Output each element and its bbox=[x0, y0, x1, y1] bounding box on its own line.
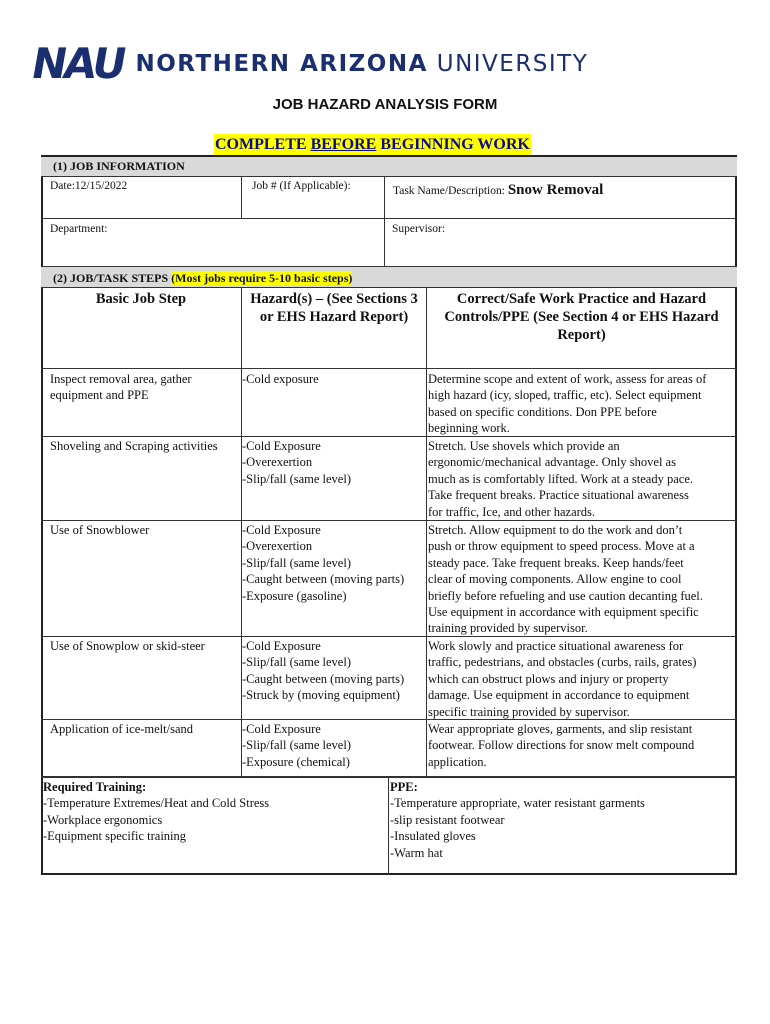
control-cell: Work slowly and practice situational awareness for traffic, pedestrians, and obstacles (curbs, rails, grates) which can obstruct plows and injury or property damage. Use equipment in accordance to equipment specific training provided by supervisor. bbox=[428, 639, 697, 719]
step-cell: Use of Snowblower bbox=[50, 523, 150, 537]
divider bbox=[41, 636, 737, 637]
form-title: JOB HAZARD ANALYSIS FORM bbox=[272, 96, 498, 113]
ppe-title: PPE: bbox=[390, 780, 418, 794]
step-cell: Application of ice-melt/sand bbox=[50, 722, 194, 736]
col-header-hazards: Hazard(s) – (See Sections 3 or EHS Hazard Report) bbox=[250, 291, 418, 325]
job-number-field[interactable]: Job # (If Applicable): bbox=[252, 180, 351, 192]
logo-university-name: NORTHERN ARIZONA UNIVERSITY bbox=[135, 51, 589, 77]
divider bbox=[41, 776, 737, 778]
task-steps-section-header: (2) JOB/TASK STEPS (Most jobs require 5-10 basic steps) bbox=[41, 267, 737, 287]
hazard-cell: -Cold Exposure -Overexertion -Slip/fall (same level) -Caught between (moving parts) -Exposure (gasoline) bbox=[242, 523, 405, 603]
required-training-title: Required Training: bbox=[43, 780, 147, 794]
control-cell: Wear appropriate gloves, garments, and slip resistant footwear. Follow directions for snow melt compound application. bbox=[428, 722, 695, 769]
hazard-cell: -Cold Exposure -Slip/fall (same level) -Caught between (moving parts) -Struck by (moving equipment) bbox=[242, 639, 405, 703]
col-header-basic-step: Basic Job Step bbox=[95, 291, 187, 307]
divider bbox=[41, 218, 737, 219]
nau-logo bbox=[27, 39, 589, 88]
divider bbox=[41, 287, 737, 288]
col-header-controls: Correct/Safe Work Practice and Hazard Controls/PPE (See Section 4 or EHS Hazard Report) bbox=[444, 291, 719, 343]
divider bbox=[384, 176, 385, 266]
divider bbox=[41, 436, 737, 437]
step-cell: Use of Snowplow or skid-steer bbox=[50, 639, 205, 653]
divider bbox=[241, 176, 242, 218]
hazard-cell: -Cold Exposure -Overexertion -Slip/fall (same level) bbox=[242, 439, 351, 486]
step-cell: Inspect removal area, gather equipment and PPE bbox=[50, 372, 192, 403]
hazard-cell: -Cold Exposure -Slip/fall (same level) -Exposure (chemical) bbox=[242, 722, 351, 769]
control-cell: Determine scope and extent of work, assess for areas of high hazard (icy, sloped, traffic, etc). Select equipment based on specific conditions. Don PPE before beginning work. bbox=[428, 372, 707, 436]
divider bbox=[41, 719, 737, 720]
control-cell: Stretch. Allow equipment to do the work and don’t push or throw equipment to speed process. Move at a steady pace. Take frequent breaks. Keep hands/feet clear of moving components. Allow engine to cool briefly before refueling and use caution decanting fuel. Use equipment in accordance with equipment specific training provided by supervisor. bbox=[428, 523, 703, 636]
divider bbox=[426, 287, 427, 776]
logo-mark: NAU bbox=[27, 39, 128, 88]
step-cell: Shoveling and Scraping activities bbox=[50, 439, 218, 453]
complete-before-banner: COMPLETE BEFORE BEGINNING WORK bbox=[215, 136, 530, 153]
control-cell: Stretch. Use shovels which provide an ergonomic/mechanical advantage. Only shovel as much as is comfortably lifted. Work at a steady pace. Take frequent breaks. Practice situational awareness for traffic, Ice, and other hazards. bbox=[428, 439, 693, 519]
steps-note: (Most jobs require 5-10 basic steps) bbox=[171, 271, 353, 285]
divider bbox=[41, 368, 737, 369]
divider bbox=[41, 520, 737, 521]
job-info-section-header: (1) JOB INFORMATION bbox=[41, 157, 737, 176]
required-training-block: Required Training: -Temperature Extremes/Heat and Cold Stress -Workplace ergonomics -Equipment specific training bbox=[43, 780, 270, 844]
ppe-block: PPE: -Temperature appropriate, water resistant garments -slip resistant footwear -Insulated gloves -Warm hat bbox=[390, 780, 645, 860]
task-description-field[interactable]: Task Name/Description: Snow Removal bbox=[393, 182, 604, 198]
supervisor-field[interactable]: Supervisor: bbox=[392, 223, 446, 235]
divider bbox=[388, 777, 389, 875]
hazard-cell: -Cold exposure bbox=[242, 372, 319, 386]
task-value: Snow Removal bbox=[507, 182, 604, 198]
date-value: 12/15/2022 bbox=[74, 180, 128, 192]
department-field[interactable]: Department: bbox=[50, 223, 108, 235]
divider bbox=[41, 176, 737, 177]
date-field[interactable]: Date:12/15/2022 bbox=[50, 180, 128, 192]
